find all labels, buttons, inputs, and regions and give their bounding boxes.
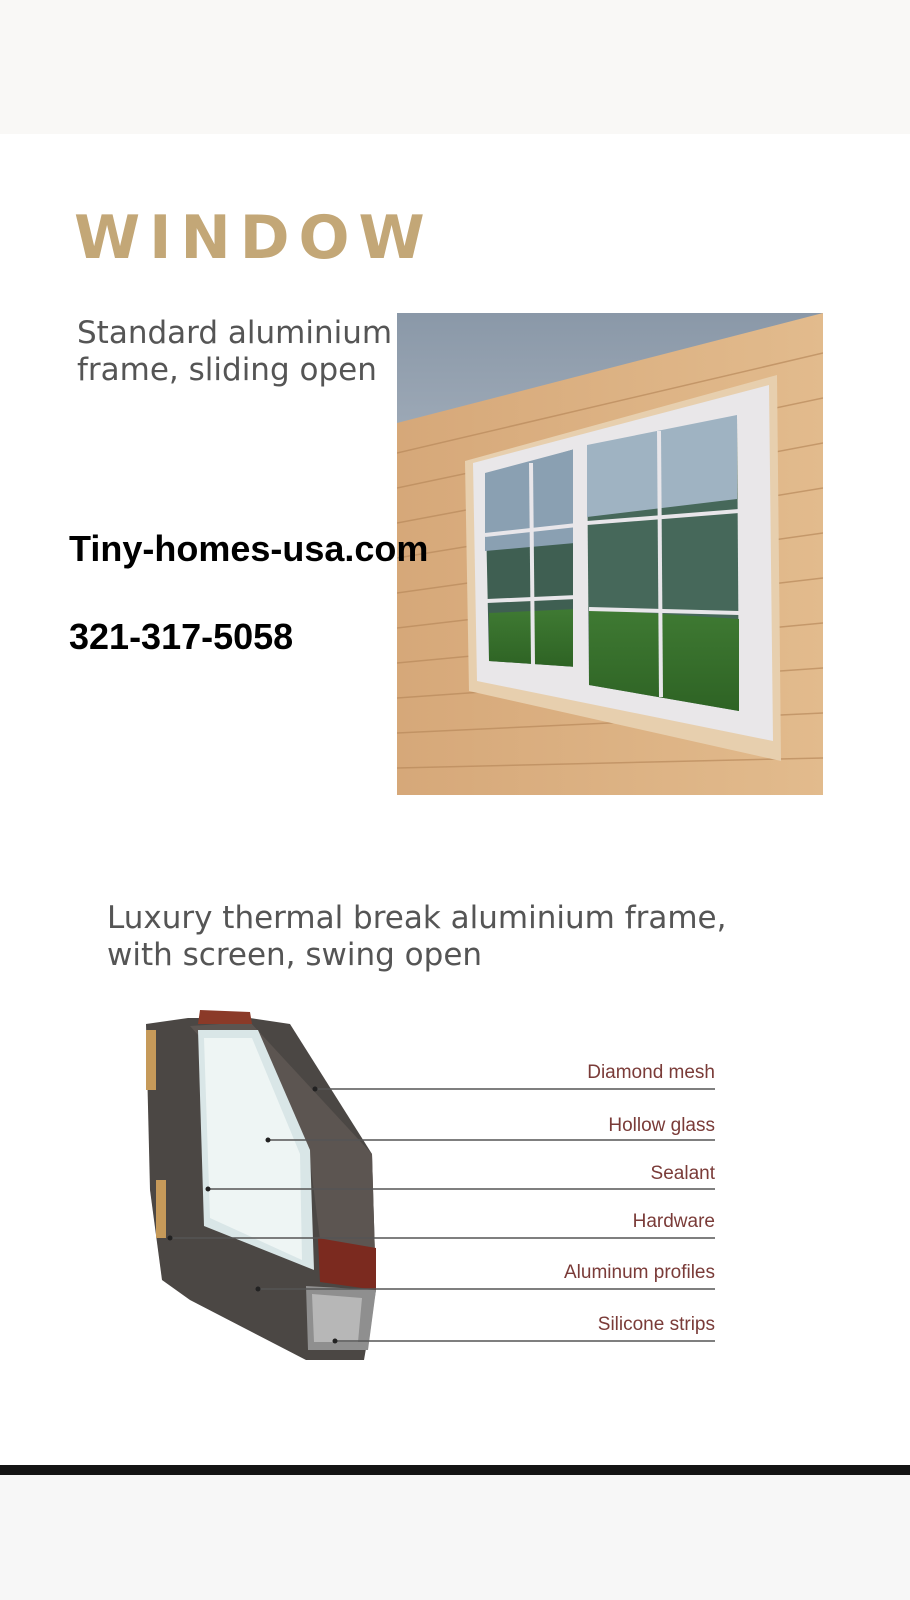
website-text: Tiny-homes-usa.com xyxy=(69,528,429,569)
callout-silicone-strips xyxy=(375,1315,715,1340)
page-heading: WINDOW xyxy=(74,203,434,273)
sliding-window-photo xyxy=(397,313,823,795)
callout-label: Diamond mesh xyxy=(587,1062,715,1083)
callout-aluminum-profiles xyxy=(375,1263,715,1288)
window-cross-section xyxy=(140,1010,380,1370)
hinge-bottom xyxy=(156,1180,166,1238)
phone-number: 321-317-5058 xyxy=(69,616,294,657)
hinge-top xyxy=(146,1030,156,1090)
callout-label: Silicone strips xyxy=(597,1314,715,1335)
callout-label: Hardware xyxy=(632,1211,715,1232)
bottom-band xyxy=(0,1475,910,1600)
callout-sealant xyxy=(375,1164,715,1189)
callout-label: Aluminum profiles xyxy=(564,1262,715,1283)
bottom-divider xyxy=(0,1465,910,1475)
callout-label: Sealant xyxy=(650,1163,715,1184)
callout-hollow-glass xyxy=(375,1116,715,1141)
luxury-frame-description: Luxury thermal break aluminium frame, with screen, swing open xyxy=(107,900,727,973)
standard-frame-description: Standard aluminium frame, sliding open xyxy=(77,315,393,388)
callout-label: Hollow glass xyxy=(608,1115,715,1136)
callout-diamond-mesh xyxy=(375,1063,715,1088)
callout-hardware xyxy=(375,1212,715,1237)
top-band xyxy=(0,0,910,134)
